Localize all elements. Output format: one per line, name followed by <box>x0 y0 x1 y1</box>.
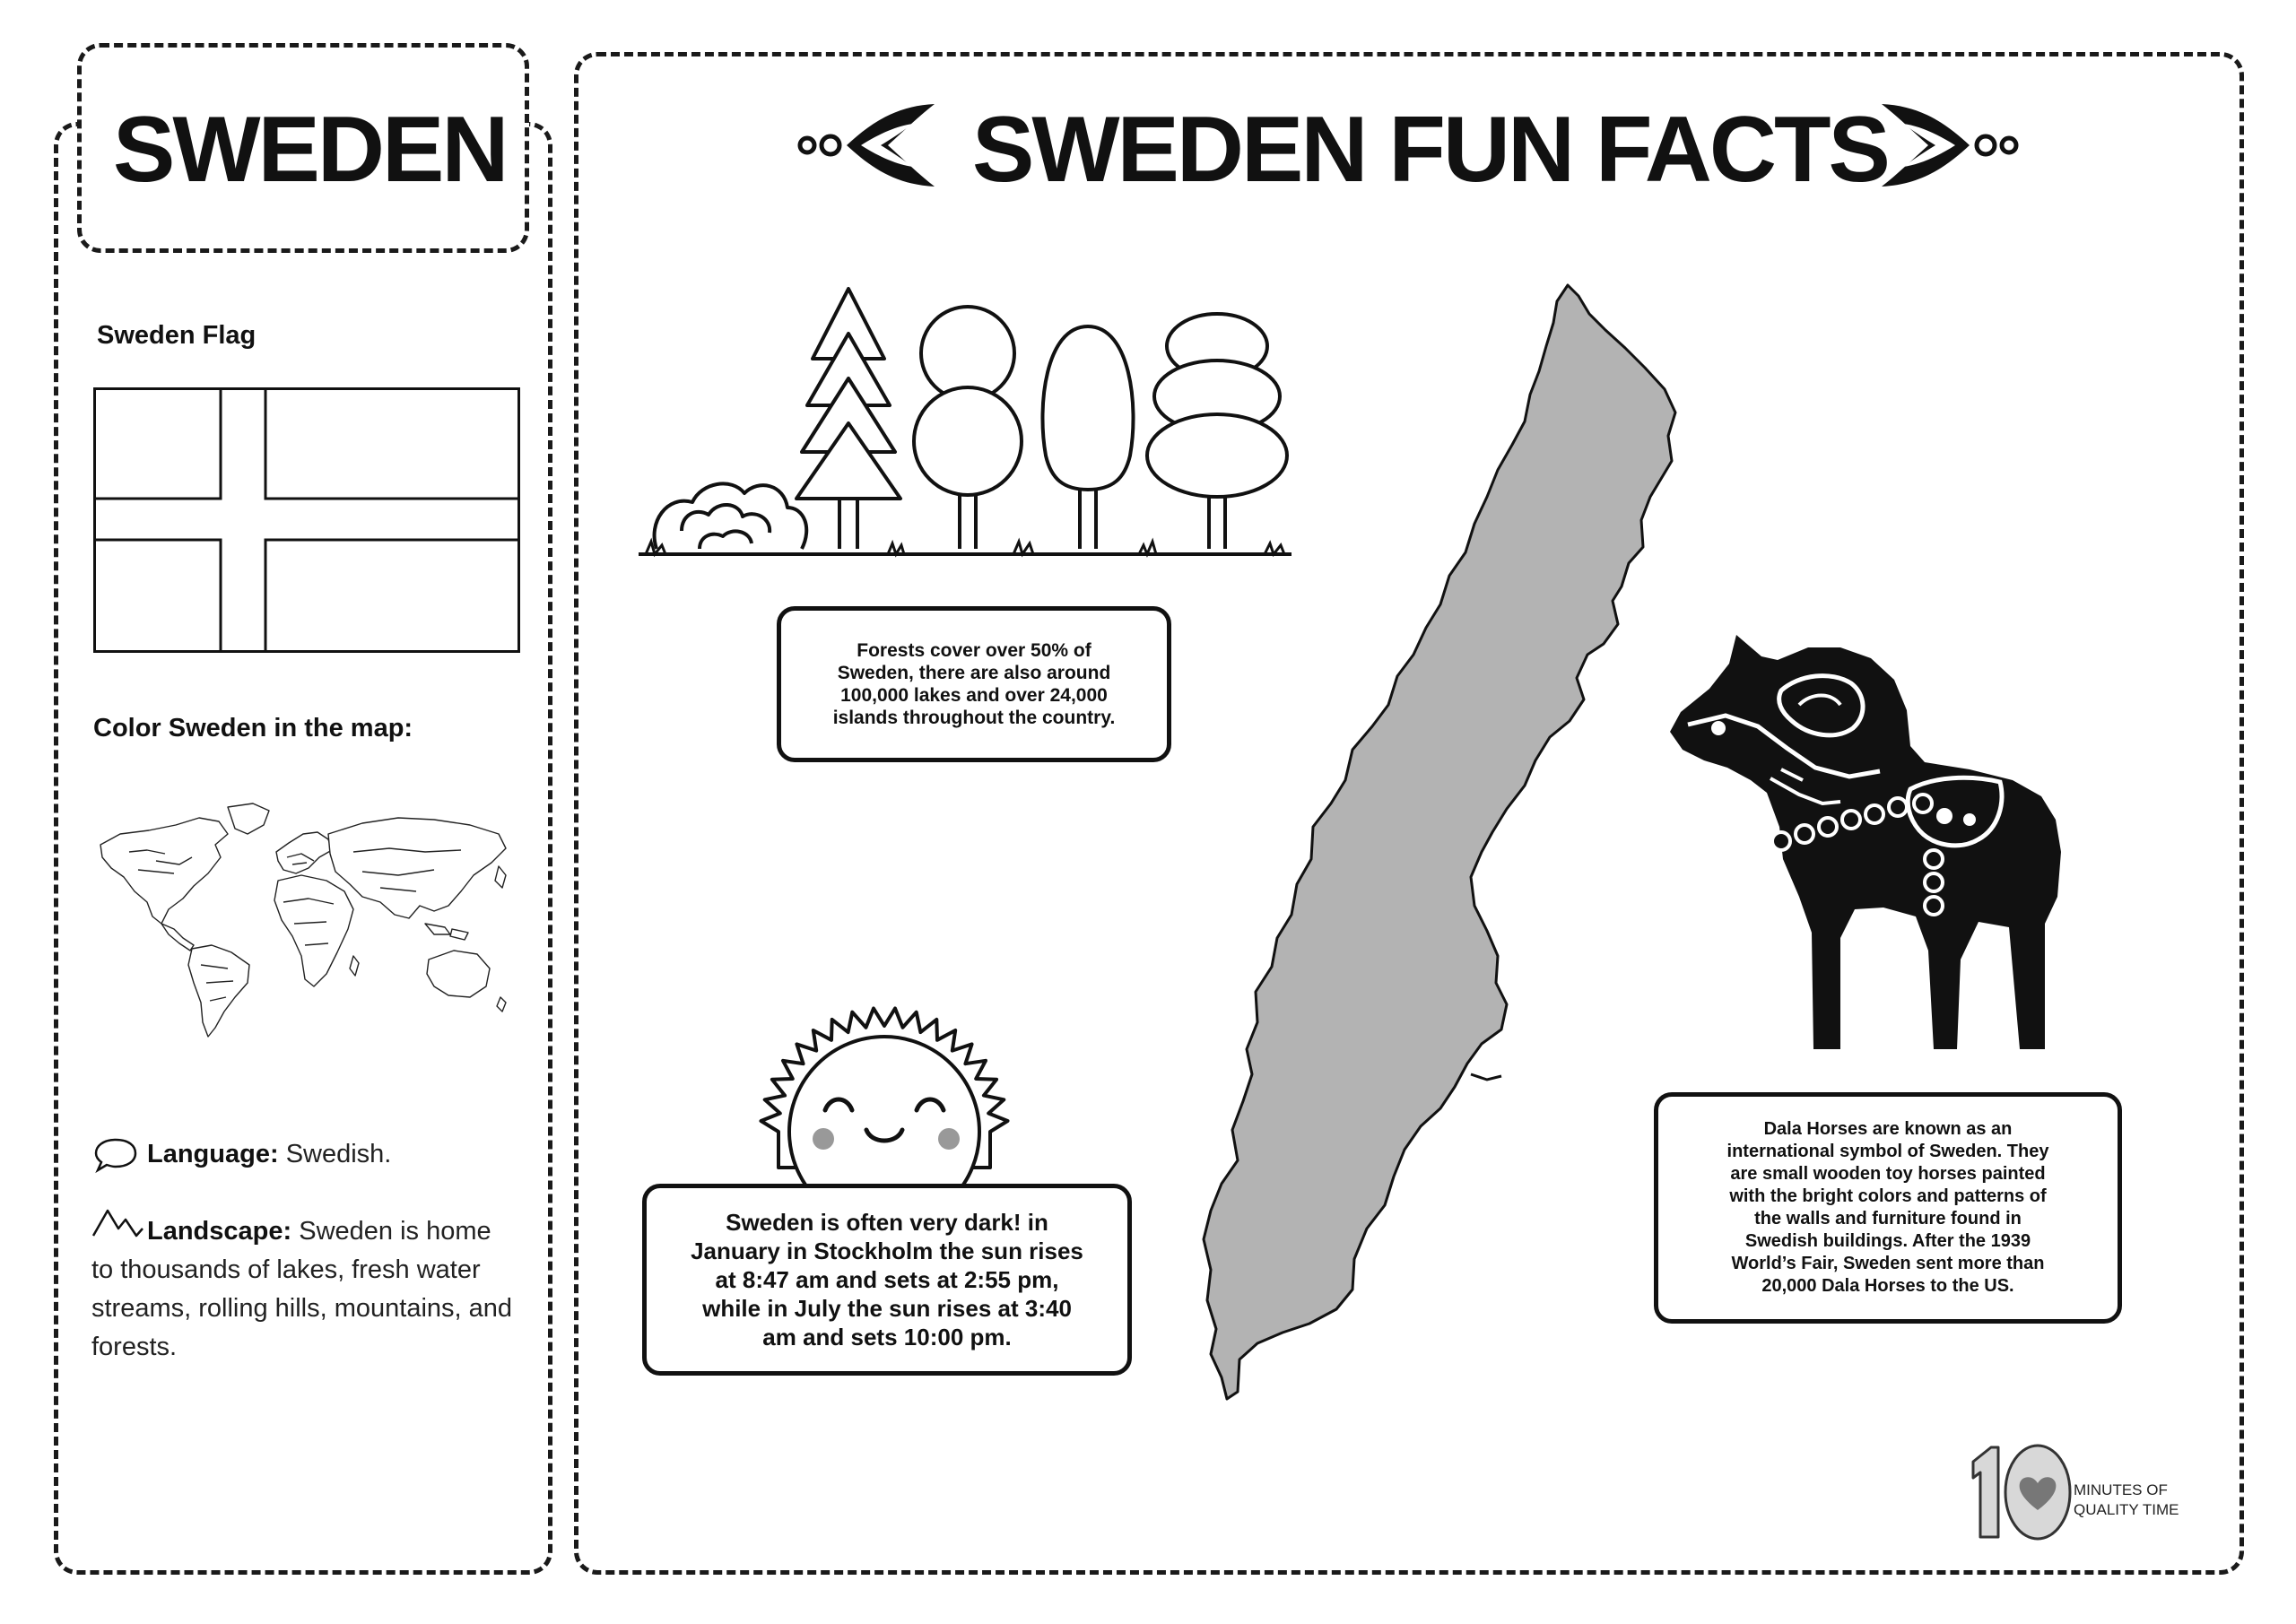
landscape-line: to thousands of lakes, fresh water <box>91 1255 481 1284</box>
dala-horse <box>1665 628 2074 1058</box>
flag-label: Sweden Flag <box>97 321 257 350</box>
folk-ornament-icon <box>795 100 947 190</box>
speech-bubble-icon <box>93 1137 138 1173</box>
fact-line: while in July the sun rises at 3:40 <box>702 1295 1072 1322</box>
language-label: Language: <box>147 1140 279 1168</box>
fact-line: January in Stockholm the sun rises <box>691 1238 1083 1264</box>
fact-line: Sweden is often very dark! in <box>726 1209 1048 1236</box>
fact-box-forests <box>777 606 1171 762</box>
fact-line: are small wooden toy horses painted <box>1730 1164 2046 1184</box>
main-title: SWEDEN FUN FACTS <box>972 98 1888 202</box>
landscape-line: Sweden is home <box>299 1217 491 1246</box>
fact-line: Swedish buildings. After the 1939 <box>1744 1231 2031 1251</box>
language-value: Swedish. <box>285 1140 392 1168</box>
fact-line: with the bright colors and patterns of <box>1729 1186 2047 1206</box>
landscape-label: Landscape: <box>147 1217 292 1246</box>
landscape-text <box>91 1212 540 1367</box>
fact-line: international symbol of Sweden. They <box>1726 1142 2049 1161</box>
sun-illustration <box>714 952 1055 1191</box>
brand-logo <box>1961 1431 2212 1548</box>
world-map <box>93 798 515 1042</box>
fact-line: 100,000 lakes and over 24,000 <box>840 685 1108 706</box>
fact-line: at 8:47 am and sets at 2:55 pm, <box>715 1266 1059 1293</box>
fact-line: islands throughout the country. <box>832 708 1116 728</box>
brand-line: MINUTES OF <box>2074 1481 2168 1498</box>
landscape-line: streams, rolling hills, mountains, and <box>91 1294 513 1323</box>
fact-line: Dala Horses are known as an <box>1763 1119 2013 1139</box>
sidebar-title: SWEDEN <box>113 98 507 202</box>
brand-line: QUALITY TIME <box>2074 1501 2179 1518</box>
sweden-map <box>1202 278 1704 1417</box>
map-label: Color Sweden in the map: <box>93 714 413 743</box>
fact-box-sun <box>642 1184 1132 1376</box>
fact-line: Sweden, there are also around <box>837 663 1111 683</box>
fact-line: World’s Fair, Sweden sent more than <box>1731 1254 2045 1273</box>
language-row <box>147 1135 391 1174</box>
landscape-line: forests. <box>91 1333 178 1361</box>
fact-box-dala-horse <box>1654 1092 2122 1324</box>
fact-line: the walls and furniture found in <box>1754 1209 2022 1229</box>
fact-line: Forests cover over 50% of <box>857 640 1091 661</box>
fact-line: am and sets 10:00 pm. <box>762 1324 1012 1350</box>
folk-ornament-icon <box>1869 100 2022 190</box>
fact-line: 20,000 Dala Horses to the US. <box>1761 1276 2014 1296</box>
sweden-flag <box>93 387 520 653</box>
brand-number-logo <box>1961 1431 2077 1548</box>
